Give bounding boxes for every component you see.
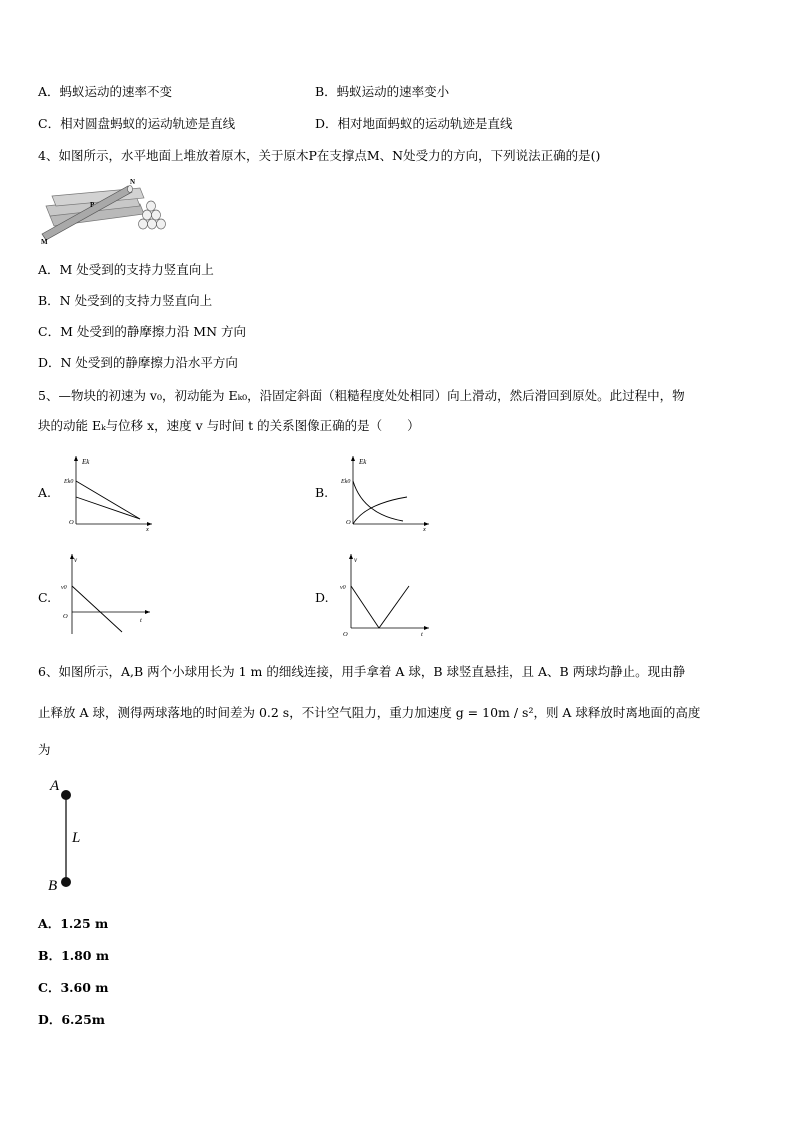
- q5-option-b-label: B.: [315, 485, 329, 500]
- q4-option-d: D．N 处受到的静摩擦力沿水平方向: [38, 355, 238, 370]
- graph-b-ek0-label: Ek0: [341, 479, 351, 485]
- q6-option-d: D．6.25m: [38, 1012, 106, 1027]
- label-n: N: [130, 178, 136, 186]
- q5-graph-b: [337, 452, 433, 532]
- q4-option-c: C．M 处受到的静摩擦力沿 MN 方向: [38, 324, 247, 339]
- q5-graph-c: [60, 550, 156, 636]
- q5-stem-line1: 5、—物块的初速为 v₀，初动能为 Eₖ₀，沿固定斜面（粗糙程度处处相同）向上滑动，然后滑回到原处。此过程中，物: [38, 388, 685, 403]
- q3-option-a: A．蚂蚁运动的速率不变: [38, 84, 173, 99]
- graph-b-origin: O: [346, 519, 351, 526]
- label-p: P: [90, 201, 95, 209]
- graph-d-line-down: [351, 586, 379, 628]
- q5-graph-d: [337, 550, 433, 636]
- graph-b-xlabel: x: [423, 526, 426, 532]
- graph-c-line: [72, 586, 122, 632]
- graph-c-xlabel: t: [140, 617, 142, 624]
- label-a: A: [50, 778, 60, 794]
- q6-option-a: A．1.25 m: [38, 916, 109, 931]
- label-l: L: [72, 830, 81, 846]
- q6-balls-figure: [44, 772, 94, 896]
- graph-a-xlabel: x: [146, 526, 149, 532]
- q4-log-pile-figure: [40, 174, 168, 246]
- graph-c-origin: O: [63, 613, 68, 620]
- label-b: B: [48, 878, 58, 894]
- q6-option-b: B．1.80 m: [38, 948, 110, 963]
- q5-stem-line2: 块的动能 Eₖ与位移 x，速度 v 与时间 t 的关系图像正确的是（ ）: [38, 418, 420, 433]
- graph-b-ylabel: Ek: [359, 458, 367, 466]
- graph-d-xlabel: t: [421, 631, 423, 636]
- q5-graph-a: [60, 452, 156, 532]
- q5-option-c-label: C.: [38, 590, 52, 605]
- graph-d-ylabel: v: [354, 556, 358, 564]
- q6-option-c: C．3.60 m: [38, 980, 109, 995]
- graph-c-ylabel: v: [74, 556, 78, 564]
- q6-stem-line1: 6、如图所示，A,B 两个小球用长为 1 m 的细线连接，用手拿着 A 球，B 球竖直悬挂，且 A、B 两球均静止。现由静: [38, 664, 686, 679]
- q3-option-b: B．蚂蚁运动的速率变小: [315, 84, 450, 99]
- q6-stem-line2: 止释放 A 球，测得两球落地的时间差为 0.2 s，不计空气阻力，重力加速度 g = 10m / s²，则 A 球释放时离地面的高度: [38, 705, 701, 720]
- graph-d-line-up: [379, 586, 409, 628]
- q3-option-c: C．相对圆盘蚂蚁的运动轨迹是直线: [38, 116, 236, 131]
- q4-option-a: A．M 处受到的支持力竖直向上: [38, 262, 214, 277]
- ball-a: [61, 790, 71, 800]
- q4-stem: 4、如图所示，水平地面上堆放着原木，关于原木P在支撑点M、N处受力的方向，下列说法正确的是(): [38, 148, 601, 163]
- graph-a-ek0-label: Ek0: [64, 479, 74, 485]
- q5-option-d-label: D.: [315, 590, 329, 605]
- graph-d-v0-label: v0: [340, 585, 346, 591]
- q5-option-a-label: A.: [38, 485, 52, 500]
- ball-b: [61, 877, 71, 887]
- q6-stem-line3: 为: [38, 742, 51, 757]
- q4-option-b: B．N 处受到的支持力竖直向上: [38, 293, 213, 308]
- graph-d-origin: O: [343, 631, 348, 636]
- graph-a-origin: O: [69, 519, 74, 526]
- graph-a-ylabel: Ek: [82, 458, 90, 466]
- graph-c-v0-label: v0: [61, 585, 67, 591]
- q3-option-d: D．相对地面蚂蚁的运动轨迹是直线: [315, 116, 513, 131]
- label-m: M: [41, 238, 48, 246]
